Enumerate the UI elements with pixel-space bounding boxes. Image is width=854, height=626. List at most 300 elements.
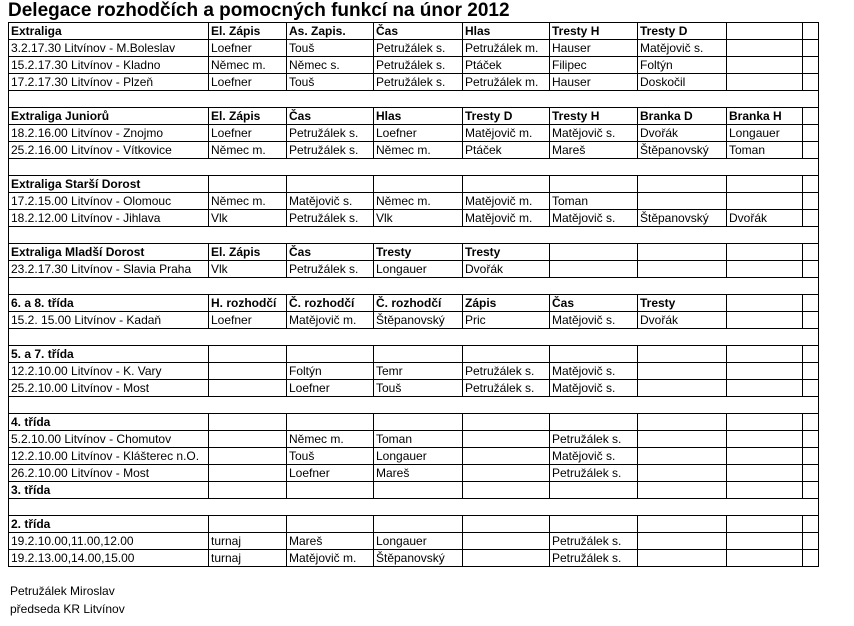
- table-cell[interactable]: As. Zapis.: [287, 23, 374, 40]
- match-cell[interactable]: [9, 159, 209, 176]
- table-cell[interactable]: [550, 482, 638, 499]
- table-cell[interactable]: [463, 159, 550, 176]
- table-cell[interactable]: [463, 227, 550, 244]
- table-cell[interactable]: Zápis: [463, 295, 550, 312]
- table-cell[interactable]: [638, 431, 727, 448]
- table-cell[interactable]: [374, 278, 463, 295]
- match-cell[interactable]: 26.2.10.00 Litvínov - Most: [9, 465, 209, 482]
- match-cell[interactable]: 17.2.17.30 Litvínov - Plzeň: [9, 74, 209, 91]
- table-cell[interactable]: [727, 40, 803, 57]
- match-cell[interactable]: 4. třída: [9, 414, 209, 431]
- table-cell[interactable]: [727, 23, 803, 40]
- table-cell[interactable]: Dvořák: [638, 125, 727, 142]
- table-cell[interactable]: [727, 278, 803, 295]
- match-cell[interactable]: [9, 329, 209, 346]
- table-cell[interactable]: [803, 499, 819, 516]
- table-cell[interactable]: [287, 414, 374, 431]
- table-cell[interactable]: Petružálek s.: [287, 261, 374, 278]
- table-cell[interactable]: Tresty: [374, 244, 463, 261]
- table-cell[interactable]: [550, 278, 638, 295]
- table-cell[interactable]: El. Zápis: [209, 108, 287, 125]
- table-cell[interactable]: Hauser: [550, 40, 638, 57]
- table-cell[interactable]: Longauer: [374, 448, 463, 465]
- table-cell[interactable]: [727, 244, 803, 261]
- table-cell[interactable]: [550, 244, 638, 261]
- match-cell[interactable]: [9, 499, 209, 516]
- table-cell[interactable]: Němec m.: [209, 142, 287, 159]
- table-cell[interactable]: [638, 414, 727, 431]
- table-cell[interactable]: [374, 346, 463, 363]
- table-cell[interactable]: Ptáček: [463, 57, 550, 74]
- table-cell[interactable]: Petružálek m.: [463, 74, 550, 91]
- table-cell[interactable]: Čas: [287, 244, 374, 261]
- table-cell[interactable]: [287, 329, 374, 346]
- match-cell[interactable]: [9, 91, 209, 108]
- table-cell[interactable]: Touš: [287, 448, 374, 465]
- table-cell[interactable]: [209, 482, 287, 499]
- spacer-row: [9, 91, 819, 108]
- table-row: [9, 380, 819, 397]
- table-cell[interactable]: [374, 227, 463, 244]
- table-cell[interactable]: Matějovič m.: [463, 210, 550, 227]
- table-cell[interactable]: [727, 533, 803, 550]
- table-cell[interactable]: [803, 23, 819, 40]
- match-cell[interactable]: 23.2.17.30 Litvínov - Slavia Praha: [9, 261, 209, 278]
- table-cell[interactable]: [638, 176, 727, 193]
- table-cell[interactable]: Vlk: [209, 261, 287, 278]
- table-cell[interactable]: [550, 159, 638, 176]
- table-cell[interactable]: [463, 533, 550, 550]
- table-cell[interactable]: Němec m.: [287, 431, 374, 448]
- table-cell[interactable]: [727, 91, 803, 108]
- table-cell[interactable]: Hlas: [463, 23, 550, 40]
- table-cell[interactable]: [209, 176, 287, 193]
- table-cell[interactable]: [727, 550, 803, 567]
- match-cell[interactable]: 3.2.17.30 Litvínov - M.Boleslav: [9, 40, 209, 57]
- table-cell[interactable]: [803, 261, 819, 278]
- match-cell[interactable]: 6. a 8. třída: [9, 295, 209, 312]
- table-cell[interactable]: [803, 295, 819, 312]
- table-cell[interactable]: [803, 278, 819, 295]
- table-cell[interactable]: [803, 227, 819, 244]
- table-cell[interactable]: [463, 91, 550, 108]
- table-cell[interactable]: [727, 397, 803, 414]
- table-cell[interactable]: [463, 431, 550, 448]
- table-cell[interactable]: Štěpanovský: [374, 312, 463, 329]
- table-cell[interactable]: Touš: [287, 40, 374, 57]
- signature-name: Petružálek Miroslav: [10, 584, 115, 598]
- table-cell[interactable]: [463, 278, 550, 295]
- table-cell[interactable]: [638, 516, 727, 533]
- table-cell[interactable]: Matějovič s.: [550, 380, 638, 397]
- spacer-row: [9, 227, 819, 244]
- table-cell[interactable]: [209, 465, 287, 482]
- table-cell[interactable]: Longauer: [727, 125, 803, 142]
- table-cell[interactable]: [803, 516, 819, 533]
- match-cell[interactable]: 2. třída: [9, 516, 209, 533]
- table-cell[interactable]: [803, 533, 819, 550]
- table-cell[interactable]: [550, 176, 638, 193]
- table-cell[interactable]: Petružálek s.: [287, 210, 374, 227]
- table-cell[interactable]: Dvořák: [727, 210, 803, 227]
- table-cell[interactable]: Loefner: [287, 380, 374, 397]
- table-cell[interactable]: Čas: [287, 108, 374, 125]
- table-cell[interactable]: [803, 414, 819, 431]
- match-cell[interactable]: 15.2.17.30 Litvínov - Kladno: [9, 57, 209, 74]
- table-cell[interactable]: [374, 329, 463, 346]
- table-cell[interactable]: [803, 380, 819, 397]
- table-cell[interactable]: [209, 380, 287, 397]
- table-cell[interactable]: [727, 448, 803, 465]
- table-cell[interactable]: Loefner: [287, 465, 374, 482]
- table-cell[interactable]: Tresty: [638, 295, 727, 312]
- match-cell[interactable]: [9, 278, 209, 295]
- table-cell[interactable]: Branka D: [638, 108, 727, 125]
- table-cell[interactable]: [803, 40, 819, 57]
- table-cell[interactable]: [803, 550, 819, 567]
- table-cell[interactable]: Petružálek s.: [550, 465, 638, 482]
- table-cell[interactable]: Petružálek s.: [374, 57, 463, 74]
- table-cell[interactable]: [209, 397, 287, 414]
- table-cell[interactable]: [638, 380, 727, 397]
- table-cell[interactable]: Matějovič s.: [638, 40, 727, 57]
- table-cell[interactable]: [209, 227, 287, 244]
- table-cell[interactable]: [638, 499, 727, 516]
- table-cell[interactable]: [803, 57, 819, 74]
- table-cell[interactable]: [550, 499, 638, 516]
- table-cell[interactable]: Dvořák: [463, 261, 550, 278]
- table-cell[interactable]: [638, 159, 727, 176]
- table-cell[interactable]: [463, 448, 550, 465]
- match-cell[interactable]: 15.2. 15.00 Litvínov - Kadaň: [9, 312, 209, 329]
- table-cell[interactable]: [209, 414, 287, 431]
- table-cell[interactable]: [209, 431, 287, 448]
- table-cell[interactable]: [463, 329, 550, 346]
- table-cell[interactable]: Čas: [550, 295, 638, 312]
- table-cell[interactable]: [638, 346, 727, 363]
- table-cell[interactable]: Tresty H: [550, 23, 638, 40]
- table-cell[interactable]: Štěpanovský: [374, 550, 463, 567]
- table-cell[interactable]: [287, 91, 374, 108]
- table-cell[interactable]: Petružálek s.: [287, 125, 374, 142]
- match-cell[interactable]: 19.2.13.00,14.00,15.00: [9, 550, 209, 567]
- table-cell[interactable]: Loefner: [209, 125, 287, 142]
- table-cell[interactable]: [463, 465, 550, 482]
- table-cell[interactable]: Branka H: [727, 108, 803, 125]
- table-cell[interactable]: [803, 397, 819, 414]
- table-cell[interactable]: Petružálek m.: [463, 40, 550, 57]
- table-cell[interactable]: [803, 91, 819, 108]
- table-cell[interactable]: Touš: [287, 74, 374, 91]
- table-cell[interactable]: Loefner: [209, 74, 287, 91]
- table-cell[interactable]: [209, 159, 287, 176]
- table-cell[interactable]: Petružálek s.: [550, 431, 638, 448]
- table-cell[interactable]: Němec m.: [209, 193, 287, 210]
- table-cell[interactable]: [803, 74, 819, 91]
- table-cell[interactable]: Mareš: [287, 533, 374, 550]
- table-cell[interactable]: [638, 227, 727, 244]
- table-cell[interactable]: [209, 499, 287, 516]
- table-row: [9, 431, 819, 448]
- table-cell[interactable]: [287, 482, 374, 499]
- match-cell[interactable]: 3. třída: [9, 482, 209, 499]
- table-cell[interactable]: [803, 159, 819, 176]
- table-cell[interactable]: Čas: [374, 23, 463, 40]
- table-cell[interactable]: [287, 499, 374, 516]
- table-cell[interactable]: [727, 363, 803, 380]
- table-cell[interactable]: [209, 346, 287, 363]
- table-cell[interactable]: [638, 397, 727, 414]
- table-cell[interactable]: [803, 210, 819, 227]
- table-cell[interactable]: Petružálek s.: [287, 142, 374, 159]
- table-cell[interactable]: Toman: [374, 431, 463, 448]
- table-cell[interactable]: [463, 516, 550, 533]
- table-cell[interactable]: [550, 397, 638, 414]
- table-cell[interactable]: Hauser: [550, 74, 638, 91]
- match-cell[interactable]: Extraliga: [9, 23, 209, 40]
- table-cell[interactable]: Matějovič m.: [463, 125, 550, 142]
- table-cell[interactable]: [638, 482, 727, 499]
- table-cell[interactable]: [374, 176, 463, 193]
- table-cell[interactable]: [727, 159, 803, 176]
- table-cell[interactable]: [209, 278, 287, 295]
- table-cell[interactable]: Němec m.: [374, 193, 463, 210]
- table-cell[interactable]: Loefner: [209, 312, 287, 329]
- match-cell[interactable]: [9, 397, 209, 414]
- table-cell[interactable]: [209, 363, 287, 380]
- table-cell[interactable]: [374, 397, 463, 414]
- table-cell[interactable]: [638, 448, 727, 465]
- table-cell[interactable]: Temr: [374, 363, 463, 380]
- table-cell[interactable]: [550, 516, 638, 533]
- match-cell[interactable]: 12.2.10.00 Litvínov - Klášterec n.O.: [9, 448, 209, 465]
- table-cell[interactable]: [727, 227, 803, 244]
- table-cell[interactable]: El. Zápis: [209, 244, 287, 261]
- table-cell[interactable]: [727, 74, 803, 91]
- table-cell[interactable]: [803, 244, 819, 261]
- table-cell[interactable]: [287, 278, 374, 295]
- table-cell[interactable]: [463, 499, 550, 516]
- table-cell[interactable]: [638, 550, 727, 567]
- table-cell[interactable]: [727, 465, 803, 482]
- table-cell[interactable]: [803, 431, 819, 448]
- table-cell[interactable]: [374, 516, 463, 533]
- table-cell[interactable]: [374, 91, 463, 108]
- table-cell[interactable]: Tresty D: [638, 23, 727, 40]
- table-cell[interactable]: Č. rozhodčí: [287, 295, 374, 312]
- table-cell[interactable]: [374, 499, 463, 516]
- table-cell[interactable]: Matějovič s.: [550, 210, 638, 227]
- table-cell[interactable]: [727, 295, 803, 312]
- table-cell[interactable]: [287, 516, 374, 533]
- table-cell[interactable]: Mareš: [374, 465, 463, 482]
- spacer-row: [9, 499, 819, 516]
- match-cell[interactable]: Extraliga Starší Dorost: [9, 176, 209, 193]
- page-title: Delegace rozhodčích a pomocných funkcí na únor 2012: [8, 0, 510, 21]
- table-cell[interactable]: [463, 414, 550, 431]
- table-cell[interactable]: [374, 159, 463, 176]
- table-cell[interactable]: [287, 346, 374, 363]
- table-cell[interactable]: [727, 431, 803, 448]
- table-cell[interactable]: [287, 397, 374, 414]
- table-cell[interactable]: [287, 159, 374, 176]
- table-cell[interactable]: Dvořák: [638, 312, 727, 329]
- table-cell[interactable]: [803, 448, 819, 465]
- table-cell[interactable]: Doskočil: [638, 74, 727, 91]
- match-cell[interactable]: [9, 227, 209, 244]
- table-cell[interactable]: [803, 482, 819, 499]
- table-cell[interactable]: Mareš: [550, 142, 638, 159]
- table-cell[interactable]: Ptáček: [463, 142, 550, 159]
- table-cell[interactable]: [287, 176, 374, 193]
- table-cell[interactable]: [803, 465, 819, 482]
- table-cell[interactable]: [727, 380, 803, 397]
- table-cell[interactable]: [550, 414, 638, 431]
- table-cell[interactable]: [638, 533, 727, 550]
- table-cell[interactable]: [727, 482, 803, 499]
- table-cell[interactable]: turnaj: [209, 533, 287, 550]
- table-cell[interactable]: [727, 261, 803, 278]
- spacer-row: [9, 329, 819, 346]
- table-cell[interactable]: Č. rozhodčí: [374, 295, 463, 312]
- table-cell[interactable]: [803, 176, 819, 193]
- table-cell[interactable]: [374, 414, 463, 431]
- table-cell[interactable]: Petružálek s.: [463, 363, 550, 380]
- table-cell[interactable]: [463, 482, 550, 499]
- table-cell[interactable]: Touš: [374, 380, 463, 397]
- table-cell[interactable]: [803, 329, 819, 346]
- table-cell[interactable]: [550, 227, 638, 244]
- table-cell[interactable]: Němec m.: [209, 57, 287, 74]
- table-cell[interactable]: Matějovič s.: [550, 448, 638, 465]
- table-cell[interactable]: Petružálek s.: [550, 533, 638, 550]
- table-cell[interactable]: [803, 363, 819, 380]
- table-cell[interactable]: [727, 176, 803, 193]
- table-cell[interactable]: Petružálek s.: [463, 380, 550, 397]
- table-cell[interactable]: [727, 516, 803, 533]
- table-cell[interactable]: Loefner: [209, 40, 287, 57]
- table-cell[interactable]: [803, 142, 819, 159]
- table-cell[interactable]: Němec m.: [374, 142, 463, 159]
- table-cell[interactable]: [727, 57, 803, 74]
- table-cell[interactable]: [638, 261, 727, 278]
- table-cell[interactable]: Petružálek s.: [550, 550, 638, 567]
- table-cell[interactable]: Němec s.: [287, 57, 374, 74]
- table-cell[interactable]: [209, 516, 287, 533]
- section-header-row: [9, 516, 819, 533]
- table-cell[interactable]: [638, 329, 727, 346]
- table-cell[interactable]: Tresty: [463, 244, 550, 261]
- table-row: [9, 312, 819, 329]
- table-cell[interactable]: Matějovič m.: [287, 312, 374, 329]
- table-cell[interactable]: [727, 414, 803, 431]
- match-cell[interactable]: 25.2.16.00 Litvínov - Vítkovice: [9, 142, 209, 159]
- table-cell[interactable]: [727, 346, 803, 363]
- match-cell[interactable]: 5. a 7. třída: [9, 346, 209, 363]
- match-cell[interactable]: 5.2.10.00 Litvínov - Chomutov: [9, 431, 209, 448]
- table-cell[interactable]: Toman: [550, 193, 638, 210]
- table-cell[interactable]: Vlk: [374, 210, 463, 227]
- table-cell[interactable]: [550, 346, 638, 363]
- table-cell[interactable]: Foltýn: [287, 363, 374, 380]
- table-cell[interactable]: Matějovič m.: [463, 193, 550, 210]
- table-cell[interactable]: [209, 329, 287, 346]
- match-cell[interactable]: 17.2.15.00 Litvínov - Olomouc: [9, 193, 209, 210]
- match-cell[interactable]: Extraliga Juniorů: [9, 108, 209, 125]
- table-cell[interactable]: Hlas: [374, 108, 463, 125]
- table-cell[interactable]: El. Zápis: [209, 23, 287, 40]
- section-header-row: [9, 482, 819, 499]
- table-cell[interactable]: Filipec: [550, 57, 638, 74]
- match-cell[interactable]: 18.2.16.00 Litvínov - Znojmo: [9, 125, 209, 142]
- table-cell[interactable]: Štěpanovský: [638, 210, 727, 227]
- table-cell[interactable]: [803, 125, 819, 142]
- table-cell[interactable]: Vlk: [209, 210, 287, 227]
- table-cell[interactable]: Štěpanovský: [638, 142, 727, 159]
- table-cell[interactable]: [803, 346, 819, 363]
- table-cell[interactable]: [638, 91, 727, 108]
- table-cell[interactable]: [209, 448, 287, 465]
- table-cell[interactable]: [463, 397, 550, 414]
- table-cell[interactable]: [550, 91, 638, 108]
- table-cell[interactable]: [287, 227, 374, 244]
- table-cell[interactable]: Tresty D: [463, 108, 550, 125]
- table-cell[interactable]: [463, 176, 550, 193]
- table-cell[interactable]: [638, 465, 727, 482]
- table-cell[interactable]: Foltýn: [638, 57, 727, 74]
- table-cell[interactable]: Longauer: [374, 261, 463, 278]
- table-cell[interactable]: Matějovič m.: [287, 550, 374, 567]
- table-cell[interactable]: [638, 244, 727, 261]
- table-cell[interactable]: [374, 482, 463, 499]
- table-cell[interactable]: Matějovič s.: [550, 312, 638, 329]
- match-cell[interactable]: 18.2.12.00 Litvínov - Jihlava: [9, 210, 209, 227]
- table-cell[interactable]: [463, 550, 550, 567]
- table-cell[interactable]: [803, 108, 819, 125]
- table-cell[interactable]: [727, 193, 803, 210]
- table-cell[interactable]: Pric: [463, 312, 550, 329]
- table-cell[interactable]: [727, 329, 803, 346]
- match-cell[interactable]: 25.2.10.00 Litvínov - Most: [9, 380, 209, 397]
- table-cell[interactable]: [638, 278, 727, 295]
- match-cell[interactable]: 19.2.10.00,11.00,12.00: [9, 533, 209, 550]
- table-cell[interactable]: Petružálek s.: [374, 74, 463, 91]
- table-cell[interactable]: Matějovič s.: [550, 125, 638, 142]
- table-cell[interactable]: [638, 193, 727, 210]
- table-cell[interactable]: [727, 499, 803, 516]
- table-cell[interactable]: Longauer: [374, 533, 463, 550]
- match-cell[interactable]: 12.2.10.00 Litvínov - K. Vary: [9, 363, 209, 380]
- table-cell[interactable]: [463, 346, 550, 363]
- table-cell[interactable]: [803, 193, 819, 210]
- table-cell[interactable]: [727, 312, 803, 329]
- table-cell[interactable]: [803, 312, 819, 329]
- table-cell[interactable]: [550, 261, 638, 278]
- table-cell[interactable]: Matějovič s.: [550, 363, 638, 380]
- table-cell[interactable]: Petružálek s.: [374, 40, 463, 57]
- table-cell[interactable]: turnaj: [209, 550, 287, 567]
- table-cell[interactable]: Tresty H: [550, 108, 638, 125]
- table-cell[interactable]: Loefner: [374, 125, 463, 142]
- table-cell[interactable]: Matějovič s.: [287, 193, 374, 210]
- table-cell[interactable]: [209, 91, 287, 108]
- table-row: [9, 261, 819, 278]
- table-cell[interactable]: [638, 363, 727, 380]
- table-cell[interactable]: [550, 329, 638, 346]
- match-cell[interactable]: Extraliga Mladší Dorost: [9, 244, 209, 261]
- table-cell[interactable]: Toman: [727, 142, 803, 159]
- table-cell[interactable]: H. rozhodčí: [209, 295, 287, 312]
